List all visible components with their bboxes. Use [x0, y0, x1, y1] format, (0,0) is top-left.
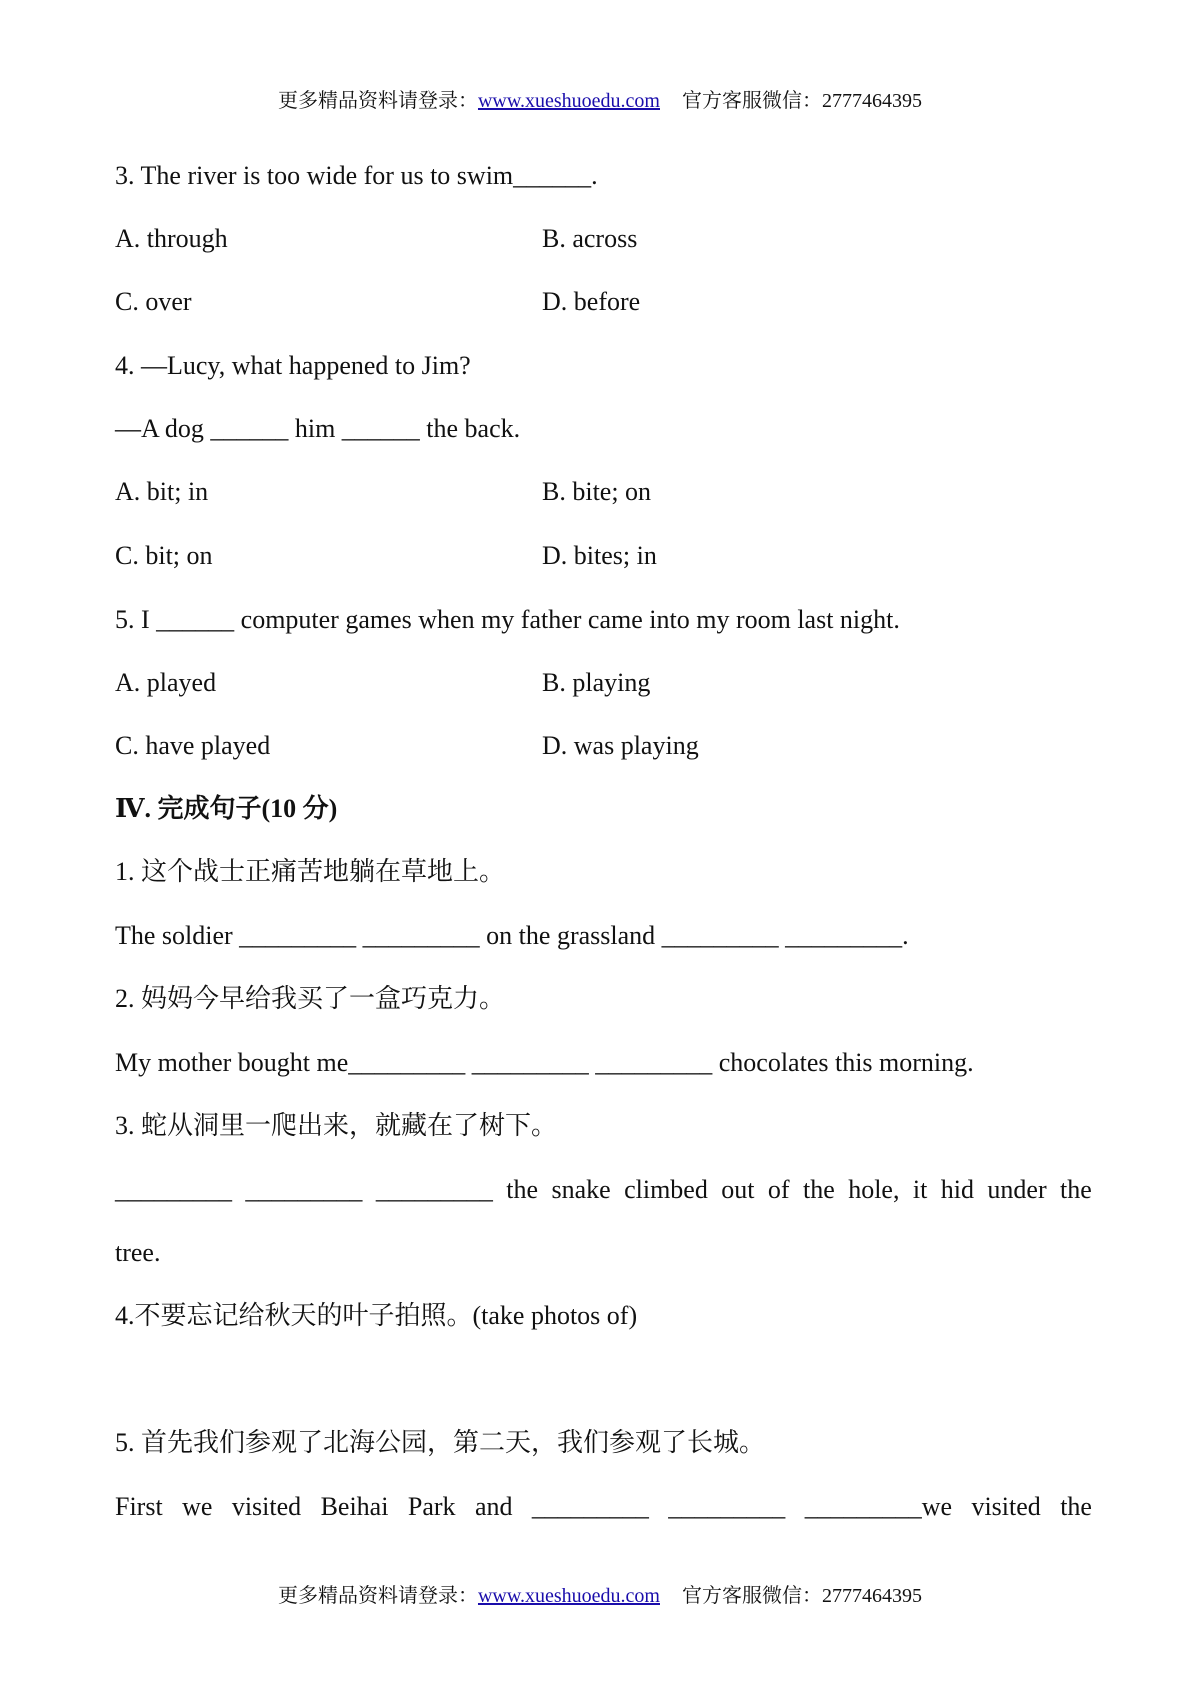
- s3-word: _________: [115, 1175, 232, 1204]
- s3-word: the: [803, 1175, 835, 1204]
- s3-english-continued: tree.: [115, 1238, 161, 1267]
- q5-option-d: D. was playing: [542, 731, 699, 760]
- section4-title: Ⅳ. 完成句子(10 分): [115, 794, 338, 823]
- s5-word: the: [1060, 1492, 1092, 1521]
- s3-word: of: [767, 1175, 790, 1204]
- s3-word: under: [987, 1175, 1047, 1204]
- s2-english: My mother bought me_________ _________ _________ chocolates this morning.: [115, 1048, 974, 1077]
- s5-english: [115, 1491, 1092, 1523]
- s3-word: snake: [551, 1175, 611, 1204]
- s5-word: and: [474, 1492, 513, 1521]
- s5-word: _________: [668, 1492, 786, 1521]
- s1-chinese: 1. 这个战士正痛苦地躺在草地上。: [115, 857, 506, 886]
- q4-option-d: D. bites; in: [542, 541, 657, 570]
- q3-stem: 3. The river is too wide for us to swim______.: [115, 161, 598, 190]
- s3-word: climbed: [624, 1175, 708, 1204]
- s3-word: hid: [940, 1175, 974, 1204]
- s3-word: it: [912, 1175, 928, 1204]
- s5-chinese: 5. 首先我们参观了北海公园，第二天，我们参观了长城。: [115, 1428, 766, 1457]
- s3-word: hole,: [848, 1175, 900, 1204]
- s3-word: the: [1060, 1175, 1092, 1204]
- q3-option-c: C. over: [115, 287, 192, 316]
- s5-word: visited: [231, 1492, 302, 1521]
- s5-word: visited: [971, 1492, 1041, 1521]
- s3-chinese: 3. 蛇从洞里一爬出来，就藏在了树下。: [115, 1111, 558, 1140]
- s5-word: we: [182, 1492, 213, 1521]
- header-prefix: 更多精品资料请登录：: [277, 90, 478, 112]
- footer-prefix: 更多精品资料请登录：: [277, 1585, 478, 1607]
- q5-stem: 5. I ______ computer games when my father came into my room last night.: [115, 605, 900, 634]
- q4-option-c: C. bit; on: [115, 541, 213, 570]
- footer-link[interactable]: www.xueshuoedu.com: [477, 1585, 660, 1607]
- s2-chinese: 2. 妈妈今早给我买了一盒巧克力。: [115, 984, 506, 1013]
- s3-english: [115, 1174, 1092, 1206]
- q5-option-c: C. have played: [115, 731, 271, 760]
- s3-word: out: [721, 1175, 755, 1204]
- s5-word: Beihai: [320, 1492, 389, 1521]
- s5-word: _________we: [804, 1492, 953, 1521]
- q4-option-b: B. bite; on: [542, 477, 652, 506]
- s3-word: the: [506, 1175, 539, 1204]
- q4-option-a: A. bit; in: [115, 477, 209, 506]
- s3-word: _________: [375, 1175, 493, 1204]
- s5-word: _________: [531, 1492, 649, 1521]
- q4-stem: 4. —Lucy, what happened to Jim?: [115, 351, 471, 380]
- page-header: [0, 88, 1200, 114]
- s3-word: _________: [245, 1175, 363, 1204]
- q5-option-a: A. played: [115, 668, 217, 697]
- q3-option-b: B. across: [542, 224, 638, 253]
- q3-option-a: A. through: [115, 224, 228, 253]
- s1-english: The soldier _________ _________ on the grassland _________ _________.: [115, 921, 909, 950]
- s4-chinese: 4.不要忘记给秋天的叶子拍照。(take photos of): [115, 1301, 638, 1330]
- header-service: 官方客服微信：2777464395: [682, 90, 922, 112]
- footer-service: 官方客服微信：2777464395: [682, 1585, 922, 1607]
- s5-word: First: [115, 1492, 163, 1521]
- header-link[interactable]: www.xueshuoedu.com: [477, 90, 660, 112]
- q3-option-d: D. before: [542, 287, 641, 316]
- q4-stem-answer: —A dog ______ him ______ the back.: [115, 414, 521, 443]
- s5-word: Park: [407, 1492, 456, 1521]
- page-footer: [0, 1583, 1200, 1609]
- q5-option-b: B. playing: [542, 668, 651, 697]
